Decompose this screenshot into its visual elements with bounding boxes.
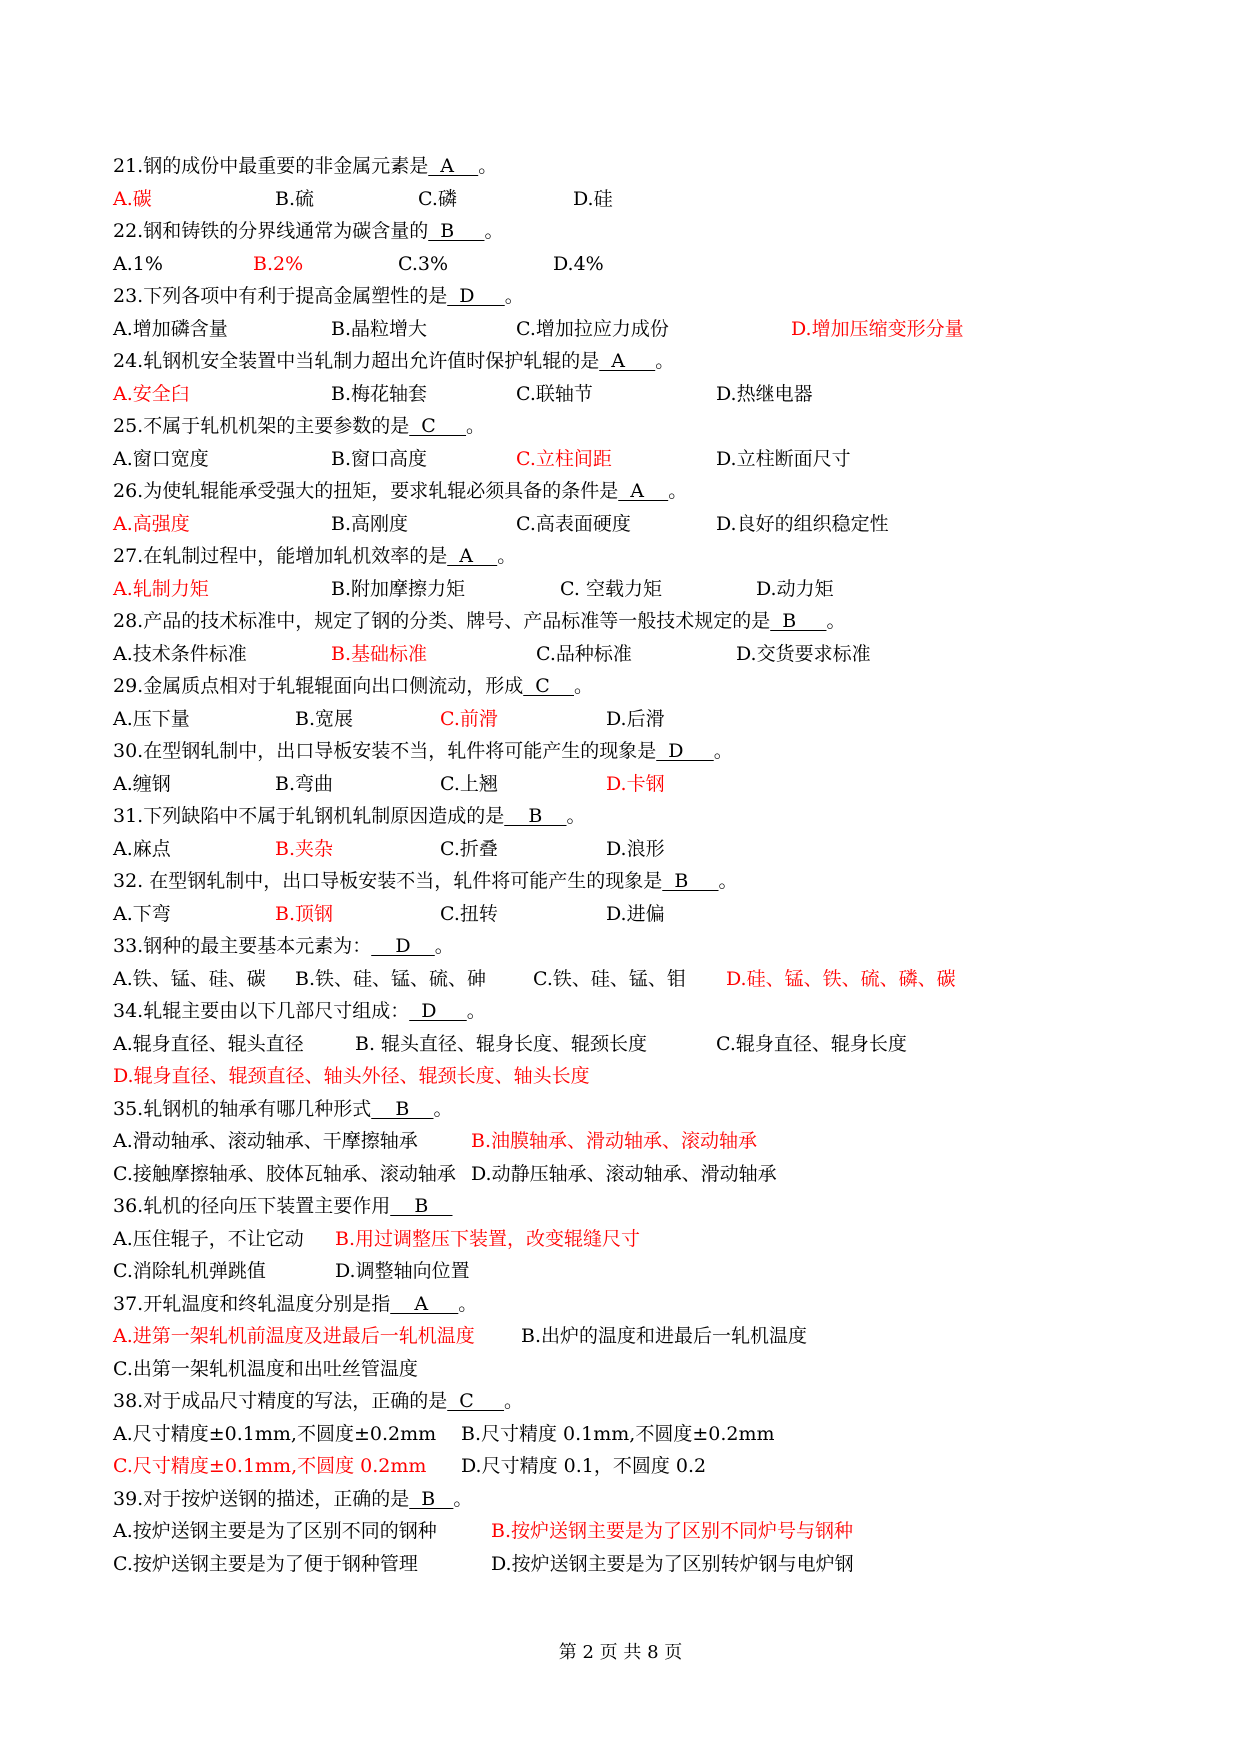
correct-option: B.顶钢 xyxy=(275,902,334,925)
option: C.接触摩擦轴承、胶体瓦轴承、滚动轴承 xyxy=(113,1162,456,1185)
options-row xyxy=(113,248,1123,281)
option: C.出第一架轧机温度和出吐丝管温度 xyxy=(113,1357,418,1380)
question-end: 。 xyxy=(668,480,688,502)
answer-blank: D xyxy=(656,740,714,762)
answer-blank: A xyxy=(599,350,656,372)
correct-option: A.碳 xyxy=(113,187,152,210)
option: A.下弯 xyxy=(113,902,171,925)
question-end: 。 xyxy=(453,1487,473,1510)
option: A.滑动轴承、滚动轴承、干摩擦轴承 xyxy=(113,1130,418,1152)
correct-option: A.进第一架轧机前温度及进最后一轧机温度 xyxy=(113,1325,475,1347)
options-row xyxy=(113,1060,1123,1093)
answer-blank: B xyxy=(662,870,719,892)
option: D.尺寸精度 0.1，不圆度 0.2 xyxy=(461,1455,707,1477)
question-stem xyxy=(113,150,1123,183)
answer-blank: B xyxy=(390,1195,453,1217)
options-row xyxy=(113,1320,1123,1353)
options-row xyxy=(113,1450,1123,1483)
options-row xyxy=(113,1418,1123,1451)
question-text: 30.在型钢轧制中，出口导板安装不当，轧件将可能产生的现象是 xyxy=(113,740,657,762)
option: C.折叠 xyxy=(440,837,498,860)
answer-blank: B xyxy=(770,610,827,632)
option: A.增加磷含量 xyxy=(113,317,228,340)
question-stem xyxy=(113,735,1123,768)
options-row xyxy=(113,638,1123,671)
question-text: 36.轧机的径向压下装置主要作用 xyxy=(113,1195,391,1217)
question-stem xyxy=(113,995,1123,1028)
option: C.3% xyxy=(398,252,449,275)
correct-option: D.增加压缩变形分量 xyxy=(791,317,964,340)
option: C.高表面硬度 xyxy=(516,512,631,535)
question-stem xyxy=(113,1093,1123,1126)
question-list xyxy=(113,150,1123,1580)
option: A.技术条件标准 xyxy=(113,642,247,665)
question-end: 。 xyxy=(713,740,733,762)
option: C.磷 xyxy=(418,187,457,210)
options-row xyxy=(113,898,1123,931)
question-text: 27.在轧制过程中，能增加轧机效率的是 xyxy=(113,545,448,567)
options-row xyxy=(113,443,1123,476)
options-row xyxy=(113,183,1123,216)
option: D.立柱断面尺寸 xyxy=(716,447,851,470)
question-text: 25.不属于轧机机架的主要参数的是 xyxy=(113,415,410,437)
option: C.辊身直径、辊身长度 xyxy=(716,1032,907,1055)
options-row xyxy=(113,1255,1123,1288)
option: C.扭转 xyxy=(440,902,498,925)
question-end: 。 xyxy=(484,220,504,242)
question-end: 。 xyxy=(504,1390,524,1412)
option: A.窗口宽度 xyxy=(113,447,209,470)
page-footer: 第 2 页 共 8 页 xyxy=(558,1642,683,1663)
question-end: 。 xyxy=(478,155,498,177)
answer-blank: B xyxy=(409,1487,454,1510)
correct-option: C.尺寸精度±0.1mm,不圆度 0.2mm xyxy=(113,1455,427,1477)
question-text: 26.为使轧辊能承受强大的扭矩，要求轧辊必须具备的条件是 xyxy=(113,480,619,502)
answer-blank: C xyxy=(409,415,467,437)
option: A.按炉送钢主要是为了区别不同的钢种 xyxy=(113,1520,437,1542)
option: D.后滑 xyxy=(606,707,665,730)
options-row xyxy=(113,833,1123,866)
correct-option: B.2% xyxy=(253,252,304,275)
option: B.晶粒增大 xyxy=(331,317,428,340)
question-text: 34.轧辊主要由以下几部尺寸组成： xyxy=(113,1000,410,1022)
question-text: 22.钢和铸铁的分界线通常为碳含量的 xyxy=(113,220,429,242)
options-row xyxy=(113,378,1123,411)
correct-option: A.轧制力矩 xyxy=(113,577,209,600)
option: A.铁、锰、硅、碳 xyxy=(113,967,266,990)
option: C.品种标准 xyxy=(536,642,632,665)
option: D.交货要求标准 xyxy=(736,642,871,665)
question-end: 。 xyxy=(466,415,486,437)
question-text: 39.对于按炉送钢的描述，正确的是 xyxy=(113,1487,410,1510)
options-row xyxy=(113,1515,1123,1548)
question-stem xyxy=(113,800,1123,833)
option: B.窗口高度 xyxy=(331,447,428,470)
option: A.1% xyxy=(113,252,163,275)
answer-blank: C xyxy=(523,675,574,697)
option: D.调整轴向位置 xyxy=(335,1260,470,1282)
question-text: 37.开轧温度和终轧温度分别是指 xyxy=(113,1292,391,1315)
question-text: 23.下列各项中有利于提高金属塑性的是 xyxy=(113,285,448,307)
options-row xyxy=(113,573,1123,606)
question-end: 。 xyxy=(826,610,846,632)
option: A.尺寸精度±0.1mm,不圆度±0.2mm xyxy=(113,1422,437,1445)
question-text: 31.下列缺陷中不属于轧钢机轧制原因造成的是 xyxy=(113,805,505,827)
option: B.弯曲 xyxy=(275,772,334,795)
option: A.压下量 xyxy=(113,707,190,730)
question-text: 32. 在型钢轧制中，出口导板安装不当，轧件将可能产生的现象是 xyxy=(113,870,663,892)
option: B.出炉的温度和进最后一轧机温度 xyxy=(521,1325,808,1347)
option: C.增加拉应力成份 xyxy=(516,317,669,340)
answer-blank: B xyxy=(428,220,485,242)
option: A.辊身直径、辊头直径 xyxy=(113,1032,304,1055)
option: D.浪形 xyxy=(606,837,665,860)
correct-option: D.辊身直径、辊颈直径、轴头外径、辊颈长度、轴头长度 xyxy=(113,1065,590,1087)
option: A.缠钢 xyxy=(113,772,171,795)
answer-blank: A xyxy=(618,480,669,502)
question-end: 。 xyxy=(458,1292,478,1315)
option: D.动静压轴承、滚动轴承、滑动轴承 xyxy=(471,1162,777,1185)
answer-blank: B xyxy=(504,805,567,827)
option: B.铁、硅、锰、硫、砷 xyxy=(295,967,487,990)
option: A.压住辊子，不让它动 xyxy=(113,1227,304,1250)
answer-blank: A xyxy=(428,155,479,177)
option: B.硫 xyxy=(275,187,315,210)
answer-blank: C xyxy=(447,1390,505,1412)
option: D.热继电器 xyxy=(716,382,813,405)
question-end: 。 xyxy=(497,545,517,567)
question-text: 33.钢种的最主要基本元素为： xyxy=(113,935,372,957)
options-row xyxy=(113,1028,1123,1061)
option: D.动力矩 xyxy=(756,577,834,600)
option: B.附加摩擦力矩 xyxy=(331,577,466,600)
answer-blank: A xyxy=(390,1292,459,1315)
question-stem xyxy=(113,1385,1123,1418)
option: C.铁、硅、锰、钼 xyxy=(533,967,686,990)
option: C.消除轧机弹跳值 xyxy=(113,1260,266,1282)
options-row xyxy=(113,768,1123,801)
correct-option: B.按炉送钢主要是为了区别不同炉号与钢种 xyxy=(491,1520,854,1542)
question-text: 38.对于成品尺寸精度的写法，正确的是 xyxy=(113,1390,448,1412)
question-text: 29.金属质点相对于轧辊辊面向出口侧流动，形成 xyxy=(113,675,524,697)
option: B.梅花轴套 xyxy=(331,382,428,405)
options-row xyxy=(113,963,1123,996)
question-stem xyxy=(113,1288,1123,1321)
question-end: 。 xyxy=(434,935,454,957)
answer-blank: D xyxy=(371,935,435,957)
option: B.尺寸精度 0.1mm,不圆度±0.2mm xyxy=(461,1422,775,1445)
correct-option: D.卡钢 xyxy=(606,772,665,795)
option: A.麻点 xyxy=(113,837,171,860)
answer-blank: D xyxy=(447,285,505,307)
option: D.4% xyxy=(553,252,604,275)
correct-option: A.高强度 xyxy=(113,512,190,535)
correct-option: B.油膜轴承、滑动轴承、滚动轴承 xyxy=(471,1130,758,1152)
question-text: 24.轧钢机安全装置中当轧制力超出允许值时保护轧辊的是 xyxy=(113,350,600,372)
correct-option: C.前滑 xyxy=(440,707,498,730)
question-text: 21.钢的成份中最重要的非金属元素是 xyxy=(113,155,429,177)
options-row xyxy=(113,1548,1123,1581)
answer-blank: A xyxy=(447,545,498,567)
question-stem xyxy=(113,215,1123,248)
question-text: 28.产品的技术标准中，规定了钢的分类、牌号、产品标准等一般技术规定的是 xyxy=(113,610,771,632)
question-end: 。 xyxy=(466,1000,486,1022)
option: B. 辊头直径、辊身长度、辊颈长度 xyxy=(355,1032,648,1055)
question-stem xyxy=(113,540,1123,573)
option: B.宽展 xyxy=(295,707,354,730)
options-row xyxy=(113,1223,1123,1256)
answer-blank: D xyxy=(409,1000,467,1022)
question-end: 。 xyxy=(433,1097,453,1120)
question-text: 35.轧钢机的轴承有哪几种形式 xyxy=(113,1097,372,1120)
question-end: 。 xyxy=(655,350,675,372)
question-stem xyxy=(113,475,1123,508)
option: C.联轴节 xyxy=(516,382,593,405)
option: D.进偏 xyxy=(606,902,665,925)
correct-option: B.夹杂 xyxy=(275,837,334,860)
question-stem xyxy=(113,280,1123,313)
question-stem xyxy=(113,345,1123,378)
option: D.按炉送钢主要是为了区别转炉钢与电炉钢 xyxy=(491,1552,854,1575)
question-end: 。 xyxy=(566,805,586,827)
question-end: 。 xyxy=(718,870,738,892)
options-row xyxy=(113,1353,1123,1386)
options-row xyxy=(113,1158,1123,1191)
correct-option: B.用过调整压下装置，改变辊缝尺寸 xyxy=(335,1227,641,1250)
option: C. 空载力矩 xyxy=(560,577,662,600)
options-row xyxy=(113,508,1123,541)
question-stem xyxy=(113,670,1123,703)
option: D.良好的组织稳定性 xyxy=(716,512,889,535)
question-stem xyxy=(113,1483,1123,1516)
correct-option: B.基础标准 xyxy=(331,642,428,665)
question-stem xyxy=(113,1190,1123,1223)
question-stem xyxy=(113,605,1123,638)
question-end: 。 xyxy=(574,675,594,697)
correct-option: C.立柱间距 xyxy=(516,447,612,470)
option: B.高刚度 xyxy=(331,512,409,535)
option: C.上翘 xyxy=(440,772,498,795)
correct-option: A.安全臼 xyxy=(113,382,190,405)
options-row xyxy=(113,313,1123,346)
option: C.按炉送钢主要是为了便于钢种管理 xyxy=(113,1552,418,1575)
option: D.硅 xyxy=(573,187,613,210)
answer-blank: B xyxy=(371,1097,434,1120)
question-stem xyxy=(113,930,1123,963)
question-stem xyxy=(113,410,1123,443)
question-stem xyxy=(113,865,1123,898)
options-row xyxy=(113,703,1123,736)
correct-option: D.硅、锰、铁、硫、磷、碳 xyxy=(726,967,956,990)
question-end: 。 xyxy=(504,285,524,307)
options-row xyxy=(113,1125,1123,1158)
